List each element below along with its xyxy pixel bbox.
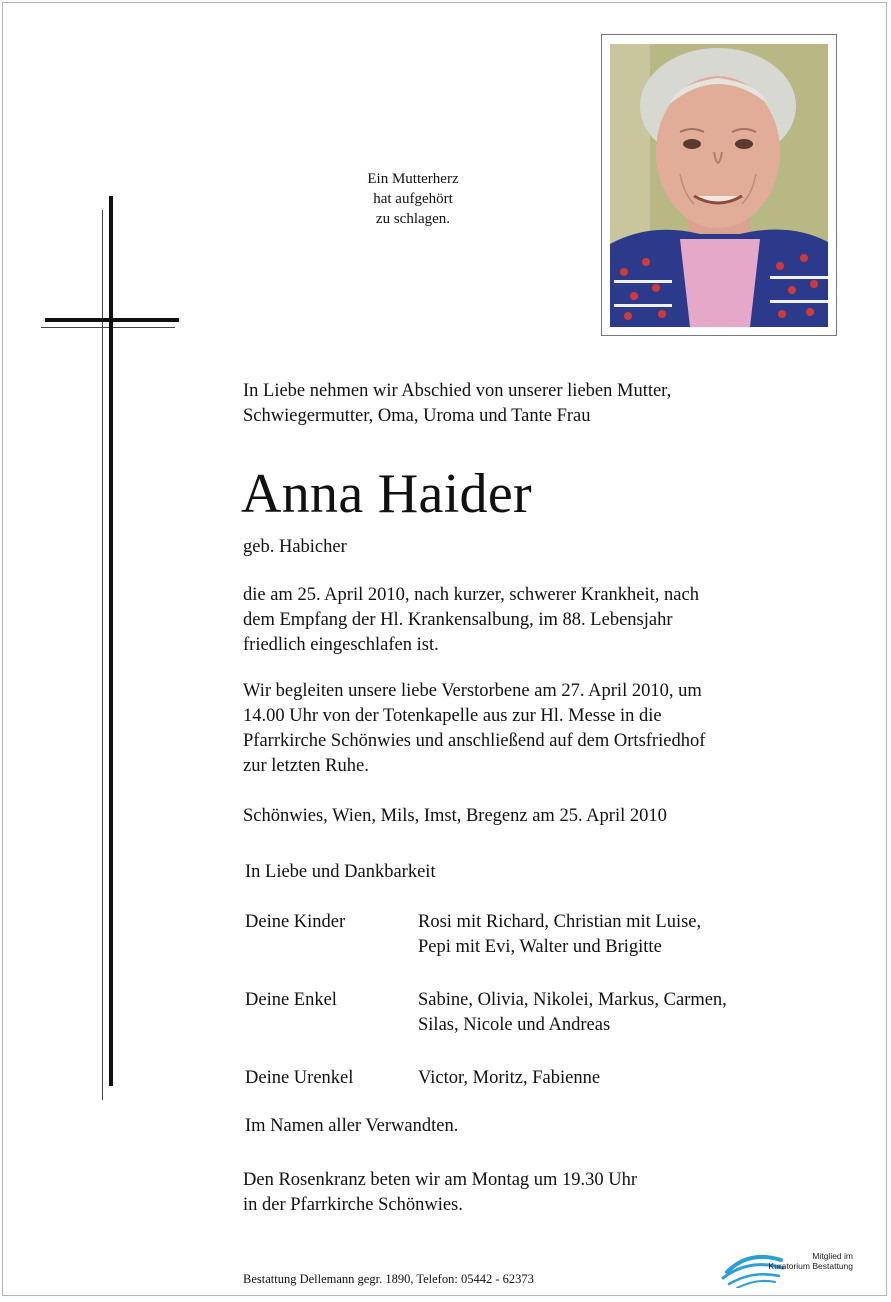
- family-label: Deine Kinder: [245, 912, 346, 932]
- logo-line: Mitglied im: [812, 1251, 853, 1261]
- deceased-name: Anna Haider: [241, 463, 532, 525]
- kuratorium-logo: [719, 1248, 859, 1288]
- funeral-line: 14.00 Uhr von der Totenkapelle aus zur Hl. Messe in die: [243, 706, 662, 726]
- family-names: [418, 988, 838, 1038]
- intro-line: In Liebe nehmen wir Abschied von unserer lieben Mutter,: [243, 381, 672, 401]
- family-names: [418, 1066, 838, 1091]
- cross-vertical-beam: [109, 196, 113, 1086]
- motto-line: hat aufgehört: [373, 191, 453, 207]
- cross-shadow-horizontal: [41, 327, 175, 328]
- passing-notice: [243, 583, 823, 658]
- maiden-name: geb. Habicher: [243, 537, 347, 557]
- rosary-line: in der Pfarrkirche Schönwies.: [243, 1195, 463, 1215]
- obituary-card: [2, 2, 887, 1296]
- funeral-line: zur letzten Ruhe.: [243, 756, 369, 776]
- family-label: Deine Enkel: [245, 990, 337, 1010]
- cross-shadow-vertical: [102, 210, 103, 1100]
- funeral-notice: [243, 679, 823, 779]
- family-names: [418, 910, 838, 960]
- intro-text: [243, 379, 803, 429]
- motto: [333, 169, 493, 229]
- thanks-line: In Liebe und Dankbarkeit: [245, 862, 436, 882]
- rosary-notice: [243, 1168, 823, 1218]
- passing-line: friedlich eingeschlafen ist.: [243, 635, 439, 655]
- funeral-line: Pfarrkirche Schönwies und anschließend auf dem Ortsfriedhof: [243, 731, 706, 751]
- rosary-line: Den Rosenkranz beten wir am Montag um 19.30 Uhr: [243, 1170, 638, 1190]
- passing-line: dem Empfang der Hl. Krankensalbung, im 88. Lebensjahr: [243, 610, 673, 630]
- family-names-line: Pepi mit Evi, Walter und Brigitte: [418, 937, 662, 957]
- passing-line: die am 25. April 2010, nach kurzer, schwerer Krankheit, nach: [243, 585, 699, 605]
- place-date: Schönwies, Wien, Mils, Imst, Bregenz am 25. April 2010: [243, 806, 667, 826]
- family-names-line: Sabine, Olivia, Nikolei, Markus, Carmen,: [418, 990, 727, 1010]
- relatives-line: Im Namen aller Verwandten.: [245, 1116, 459, 1136]
- family-names-line: Rosi mit Richard, Christian mit Luise,: [418, 912, 702, 932]
- portrait-photo: [610, 44, 828, 327]
- family-names-line: Victor, Moritz, Fabienne: [418, 1068, 601, 1088]
- intro-line: Schwiegermutter, Oma, Uroma und Tante Frau: [243, 406, 591, 426]
- logo-line: Kuratorium Bestattung: [768, 1261, 853, 1271]
- portrait-frame: [601, 34, 837, 336]
- family-label: Deine Urenkel: [245, 1068, 354, 1088]
- family-names-line: Silas, Nicole und Andreas: [418, 1015, 611, 1035]
- motto-line: Ein Mutterherz: [367, 171, 459, 187]
- cross-horizontal-beam: [45, 318, 179, 322]
- funeral-line: Wir begleiten unsere liebe Verstorbene am 27. April 2010, um: [243, 681, 702, 701]
- motto-line: zu schlagen.: [375, 211, 451, 227]
- portrait-illustration: [610, 44, 828, 327]
- undertaker-footer: Bestattung Dellemann gegr. 1890, Telefon: 05442 - 62373: [243, 1272, 534, 1286]
